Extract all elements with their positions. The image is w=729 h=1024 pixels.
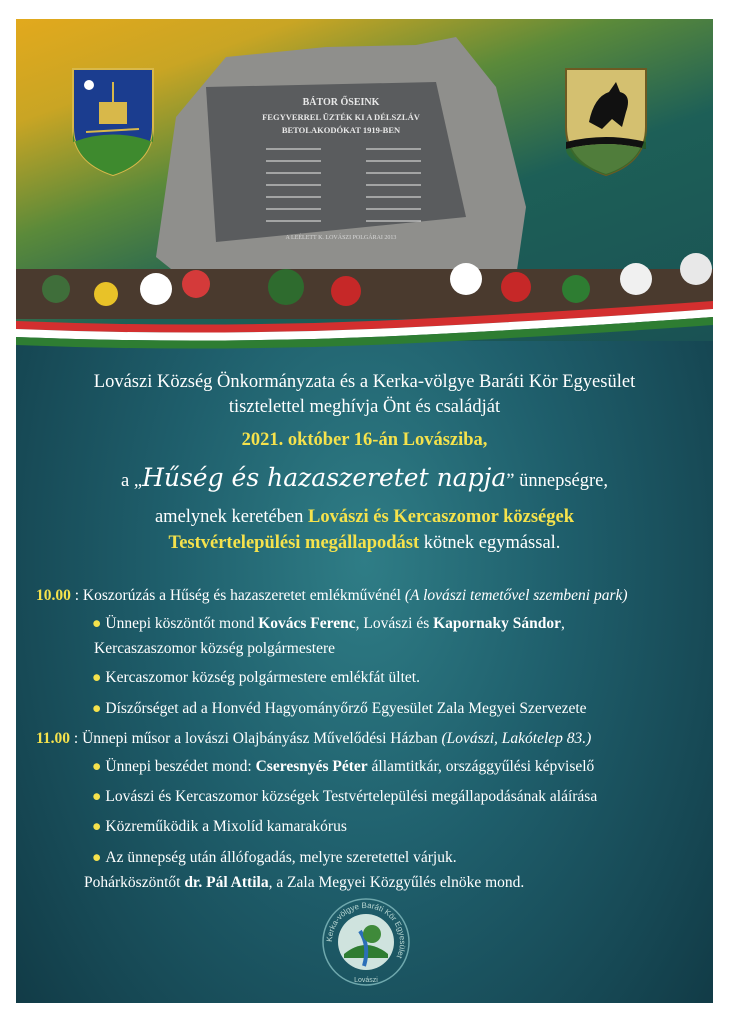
program-bullet-6: ● Közreműködik a Mixolíd kamarakórus: [92, 818, 347, 835]
event-post: ” ünnepségre,: [506, 471, 608, 491]
speaker-name: Kapornaky Sándor: [433, 615, 562, 632]
intro-line-6b: kötnek egymással.: [419, 533, 561, 553]
bullet-text: Közreműködik a Mixolíd kamarakórus: [105, 818, 347, 835]
program-bullet-1-cont: Kercaszaszomor község polgármestere: [94, 640, 335, 657]
monument-title: BÁTOR ŐSEINK: [302, 97, 380, 108]
event-title-line: [16, 461, 713, 498]
event-date: 2021. október 16-án Lovásziba,: [241, 430, 488, 450]
event-pre: a „: [121, 471, 143, 491]
bullet-text: Az ünnepség után állófogadás, melyre szeretettel várjuk.: [105, 849, 457, 866]
kercaszomor-coat-of-arms-icon: [564, 67, 648, 177]
program-toast-line: [84, 873, 524, 893]
program-text: : Ünnepi műsor a lovászi Olajbányász Művelődési Házban: [73, 730, 442, 747]
intro-line-6a: Testvértelepülési megállapodást: [168, 533, 420, 553]
speaker-name: Kovács Ferenc: [258, 615, 356, 632]
program-place: (A lovászi temetővel szembeni park): [404, 587, 628, 604]
bullet-text: ,: [561, 615, 565, 632]
program-bullet-7: ● Az ünnepség után állófogadás, melyre szeretettel várjuk.: [92, 849, 457, 866]
intro-line-5b: Lovászi és Kercaszomor községek: [308, 507, 575, 527]
hungarian-flag-ribbon: [16, 301, 713, 361]
monument-line2: FEGYVERREL ÜZTÉK KI A DÉLSZLÁV: [262, 112, 420, 122]
intro-line-2: tisztelettel meghívja Önt és családját: [228, 397, 501, 417]
program-text: : Koszorúzás a Hűség és hazaszeretet emlékművénél: [74, 587, 405, 604]
bullet-text: Lovászi és Kercaszomor községek Testvértelepülési megállapodásának aláírása: [105, 788, 598, 805]
monument-footer: A LEÉLETT K. LOVÁSZI POLGÁRAI 2013: [285, 235, 397, 241]
program-bullet-3: ● Díszőrséget ad a Honvéd Hagyományőrző Egyesület Zala Megyei Szervezete: [92, 700, 587, 717]
bullet-text: Ünnepi köszöntőt mond: [105, 615, 259, 632]
program-place: (Lovászi, Lakótelep 83.): [441, 730, 592, 747]
program-item-1000: [36, 586, 628, 606]
monument-photo: [16, 19, 713, 341]
program-bullet-5: ● Lovászi és Kercaszomor községek Testvértelepülési megállapodásának aláírása: [92, 788, 598, 805]
monument-line3: BETOLAKODÓKAT 1919-BEN: [281, 125, 401, 135]
program-time: 11.00: [36, 730, 71, 747]
intro-line-6: [16, 532, 713, 554]
bullet-text: Ünnepi beszédet mond:: [105, 758, 256, 775]
logo-ring-text: Kerka-völgye Baráti Kör Egyesület: [324, 900, 408, 960]
program-bullet-1: ● Ünnepi köszöntőt mond Kovács Ferenc, Lovászi és Kapornaky Sándor,: [92, 615, 565, 632]
lovaszi-coat-of-arms-icon: [71, 67, 155, 177]
speaker-name: Cseresnyés Péter: [255, 758, 368, 775]
bullet-text: , a Zala Megyei Közgyűlés elnöke mond.: [268, 874, 525, 891]
logo-bottom-text: Lovászi: [354, 977, 378, 984]
bullet-text: Díszőrséget ad a Honvéd Hagyományőrző Egyesület Zala Megyei Szervezete: [105, 700, 587, 717]
invitation-poster: [16, 19, 713, 1003]
bullet-text: , Lovászi és: [355, 615, 434, 632]
program-bullet-2: ● Kercaszomor község polgármestere emlékfát ültet.: [92, 669, 420, 686]
bullet-text: Kercaszomor község polgármestere emlékfát ültet.: [105, 669, 420, 686]
bullet-text: Pohárköszöntőt: [84, 874, 185, 891]
speaker-name: dr. Pál Attila: [184, 874, 269, 891]
intro-line-5: [16, 506, 713, 528]
baráti-kör-logo-icon: [320, 896, 412, 988]
bullet-text: államtitkár, országgyűlési képviselő: [367, 758, 595, 775]
intro-line-5a: amelynek keretében: [154, 507, 309, 527]
intro-line-1: Lovászi Község Önkormányzata és a Kerka-völgye Baráti Kör Egyesület: [93, 372, 636, 392]
program-item-1100: [36, 729, 591, 749]
program-bullet-4: ● Ünnepi beszédet mond: Cseresnyés Péter államtitkár, országgyűlési képviselő: [92, 758, 595, 775]
event-name: Hűség és hazaszeretet napja: [142, 463, 507, 492]
program-time: 10.00: [36, 587, 71, 604]
